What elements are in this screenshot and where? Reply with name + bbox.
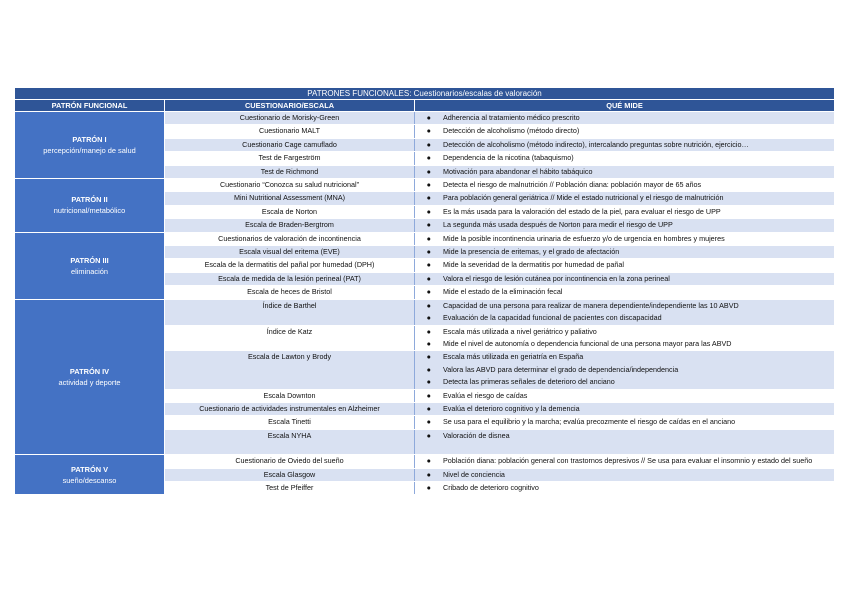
mide-cell (415, 166, 834, 178)
patron-name: PATRÓN III (70, 255, 109, 265)
table-row (165, 112, 834, 125)
table-row (165, 152, 834, 165)
table-row (165, 300, 834, 326)
table-title: PATRONES FUNCIONALES: Cuestionarios/escalas de valoración (15, 88, 834, 100)
bullet-icon: ● (426, 469, 431, 479)
cuestionario-cell: Cuestionario “Conozca su salud nutricional” (165, 179, 415, 191)
bullet-icon: ● (426, 430, 431, 440)
patron-description: nutricional/metabólico (53, 206, 126, 216)
mide-text: Evaluación de la capacidad funcional de pacientes con discapacidad (443, 313, 662, 323)
mide-item (415, 192, 834, 204)
mide-text: Detecta las primeras señales de deterioro del anciano (443, 377, 615, 387)
mide-text: Mide el estado de la eliminación fecal (443, 287, 563, 297)
bullet-icon: ● (426, 220, 431, 230)
bullet-icon: ● (426, 273, 431, 283)
patron-cell (15, 233, 165, 299)
mide-text: Se usa para el equilibrio y la marcha; evalúa precozmente el riesgo de caídas en el anciano (443, 417, 736, 427)
bullet-icon: ● (426, 300, 431, 310)
mide-item (415, 233, 834, 245)
bullet-icon: ● (426, 313, 431, 323)
cuestionario-cell: Índice de Barthel (165, 300, 415, 325)
mide-text: Valoración de disnea (443, 430, 510, 440)
header-patron: PATRÓN FUNCIONAL (15, 100, 165, 111)
mide-text: Detección de alcoholismo (método indirecto), intercalando preguntas sobre nutrición, ejercicio… (443, 139, 749, 149)
cuestionario-cell: Mini Nutritional Assessment (MNA) (165, 192, 415, 204)
mide-text: Evalúa el riesgo de caídas (443, 390, 528, 400)
table-row (165, 125, 834, 138)
patron-group (15, 112, 834, 179)
table-row (165, 192, 834, 205)
mide-cell (415, 219, 834, 231)
mide-item (415, 312, 834, 324)
bullet-icon: ● (426, 233, 431, 243)
bullet-icon: ● (426, 338, 431, 348)
patron-group (15, 455, 834, 495)
cuestionario-cell: Índice de Katz (165, 326, 415, 351)
cuestionario-cell: Escala Glasgow (165, 469, 415, 481)
mide-item (415, 219, 834, 231)
mide-cell (415, 403, 834, 415)
cuestionario-cell: Escala de medida de la lesión perineal (PAT) (165, 273, 415, 285)
mide-text: Detección de alcoholismo (método directo) (443, 126, 580, 136)
patron-description: actividad y deporte (58, 377, 121, 387)
mide-item (415, 139, 834, 151)
mide-text: La segunda más usada después de Norton para medir el riesgo de UPP (443, 220, 673, 230)
table-row (165, 166, 834, 178)
cuestionario-cell: Escala de Norton (165, 206, 415, 218)
bullet-icon: ● (426, 166, 431, 176)
mide-item (415, 390, 834, 402)
patron-cell (15, 300, 165, 454)
mide-item (415, 246, 834, 258)
mide-text: Adherencia al tratamiento médico prescrito (443, 113, 580, 122)
mide-item (415, 430, 834, 442)
mide-text: Escala más utilizada en geriatría en España (443, 352, 584, 362)
mide-item (415, 206, 834, 218)
mide-item (415, 326, 834, 338)
mide-text: Evalúa el deterioro cognitivo y la demencia (443, 403, 580, 413)
cuestionario-cell: Escala Tinetti (165, 416, 415, 428)
patron-cell (15, 112, 165, 178)
cuestionario-cell: Escala de Lawton y Brody (165, 351, 415, 388)
patron-group (15, 233, 834, 300)
mide-cell (415, 179, 834, 191)
mide-item (415, 403, 834, 415)
mide-item (415, 376, 834, 388)
table-row (165, 390, 834, 403)
mide-cell (415, 259, 834, 271)
bullet-icon: ● (426, 364, 431, 374)
bullet-icon: ● (426, 126, 431, 136)
bullet-icon: ● (426, 287, 431, 297)
mide-item (415, 300, 834, 312)
table-row (165, 259, 834, 272)
table-row (165, 219, 834, 231)
bullet-icon: ● (426, 260, 431, 270)
mide-text: Dependencia de la nicotina (tabaquismo) (443, 153, 574, 163)
mide-cell (415, 192, 834, 204)
mide-text: Cribado de deterioro cognitivo (443, 482, 539, 492)
mide-text: Mide la severidad de la dermatitis por humedad de pañal (443, 260, 624, 270)
table-body (15, 112, 834, 495)
table-row (165, 455, 834, 468)
mide-cell (415, 351, 834, 388)
mide-text: Mide el nivel de autonomía o dependencia funcional de una persona mayor para las ABVD (443, 338, 732, 348)
cuestionario-cell: Cuestionarios de valoración de incontinencia (165, 233, 415, 245)
table-row (165, 206, 834, 219)
mide-item (415, 125, 834, 137)
bullet-icon: ● (426, 456, 431, 466)
mide-item (415, 482, 834, 494)
table-row (165, 179, 834, 192)
mide-text: Nivel de conciencia (443, 469, 505, 479)
mide-cell (415, 416, 834, 428)
mide-item (415, 179, 834, 191)
bullet-icon: ● (426, 206, 431, 216)
cuestionario-cell: Test de Pfeiffer (165, 482, 415, 494)
cuestionario-cell: Test de Richmond (165, 166, 415, 178)
bullet-icon: ● (426, 417, 431, 427)
mide-text: Detecta el riesgo de malnutrición // Población diana: población mayor de 65 años (443, 180, 702, 190)
mide-item (415, 166, 834, 178)
patron-cell (15, 455, 165, 494)
mide-cell (415, 482, 834, 494)
mide-text: Valora el riesgo de lesión cutánea por incontinencia en la zona perineal (443, 273, 670, 283)
cuestionario-cell: Escala NYHA (165, 430, 415, 454)
table-row (165, 246, 834, 259)
mide-cell (415, 300, 834, 325)
bullet-icon: ● (426, 352, 431, 362)
table-row (165, 482, 834, 494)
mide-item (415, 416, 834, 428)
cuestionario-cell: Cuestionario de Oviedo del sueño (165, 455, 415, 467)
spacer (415, 442, 834, 454)
cuestionario-cell: Cuestionario MALT (165, 125, 415, 137)
mide-item (415, 351, 834, 363)
header-mide: QUÉ MIDE (606, 101, 643, 110)
table-row (165, 416, 834, 429)
mide-item (415, 455, 834, 467)
mide-cell (415, 125, 834, 137)
patron-description: eliminación (71, 266, 108, 276)
cuestionario-cell: Escala de Braden-Bergtrom (165, 219, 415, 231)
mide-text: Mide la posible incontinencia urinaria de esfuerzo y/o de urgencia en hombres y mujeres (443, 233, 725, 243)
cuestionario-cell: Cuestionario de Morisky-Green (165, 112, 415, 124)
patron-name: PATRÓN IV (69, 366, 110, 376)
table-row (165, 326, 834, 352)
mide-item (415, 152, 834, 164)
cuestionario-cell: Cuestionario de actividades instrumentales en Alzheimer (165, 403, 415, 415)
cuestionario-cell: Escala de heces de Bristol (165, 286, 415, 298)
cuestionario-cell: Escala de la dermatitis del pañal por humedad (DPH) (165, 259, 415, 271)
valoracion-table (15, 88, 834, 495)
bullet-icon: ● (426, 403, 431, 413)
table-header (15, 100, 834, 112)
patron-description: sueño/descanso (62, 475, 117, 485)
bullet-icon: ● (426, 193, 431, 203)
bullet-icon: ● (426, 390, 431, 400)
bullet-icon: ● (426, 326, 431, 336)
cuestionario-cell: Cuestionario Cage camuflado (165, 139, 415, 151)
mide-text: Valora las ABVD para determinar el grado de dependencia/independencia (443, 364, 679, 374)
mide-item (415, 273, 834, 285)
mide-cell (415, 246, 834, 258)
mide-text: Para población general geriátrica // Mide el estado nutricional y el riesgo de malnutrición (443, 193, 724, 203)
mide-item (415, 286, 834, 298)
bullet-icon: ● (426, 139, 431, 149)
table-row (165, 233, 834, 246)
table-row (165, 469, 834, 482)
mide-cell (415, 430, 834, 454)
patron-group (15, 300, 834, 455)
mide-cell (415, 152, 834, 164)
cuestionario-cell: Escala visual del eritema (EVE) (165, 246, 415, 258)
patron-name: PATRÓN II (71, 195, 108, 205)
mide-text: Es la más usada para la valoración del estado de la piel, para evaluar el riesgo de UPP (443, 206, 721, 216)
bullet-icon: ● (426, 247, 431, 257)
patron-description: percepción/manejo de salud (43, 146, 136, 156)
mide-text: Población diana: población general con trastornos depresivos // Se usa para evaluar el insomnio y estado del sueño (443, 456, 813, 466)
patron-name: PATRÓN V (70, 464, 109, 474)
mide-cell (415, 390, 834, 402)
mide-item (415, 112, 834, 124)
mide-cell (415, 112, 834, 124)
mide-item (415, 469, 834, 481)
bullet-icon: ● (426, 153, 431, 163)
bullet-icon: ● (426, 180, 431, 190)
table-row (165, 139, 834, 152)
cuestionario-cell: Test de Fargeström (165, 152, 415, 164)
mide-text: Motivación para abandonar el hábito tabáquico (443, 166, 593, 176)
mide-text: Mide la presencia de eritemas, y el grado de afectación (443, 247, 620, 257)
table-row (165, 430, 834, 454)
cuestionario-cell: Escala Downton (165, 390, 415, 402)
mide-cell (415, 206, 834, 218)
table-row (165, 351, 834, 389)
patron-group (15, 179, 834, 233)
table-row (165, 286, 834, 298)
table-row (165, 403, 834, 416)
mide-cell (415, 469, 834, 481)
bullet-icon: ● (426, 482, 431, 492)
mide-cell (415, 455, 834, 467)
mide-cell (415, 233, 834, 245)
patron-name: PATRÓN I (72, 135, 107, 145)
patron-cell (15, 179, 165, 232)
mide-cell (415, 326, 834, 351)
mide-cell (415, 286, 834, 298)
bullet-icon: ● (426, 377, 431, 387)
bullet-icon: ● (426, 113, 431, 122)
header-cuestionario: CUESTIONARIO/ESCALA (165, 100, 415, 111)
mide-item (415, 364, 834, 376)
mide-item (415, 259, 834, 271)
mide-cell (415, 273, 834, 285)
mide-text: Capacidad de una persona para realizar de manera dependiente/independiente las 10 ABVD (443, 300, 739, 310)
mide-text: Escala más utilizada a nivel geriátrico y paliativo (443, 326, 597, 336)
table-row (165, 273, 834, 286)
mide-item (415, 338, 834, 350)
mide-cell (415, 139, 834, 151)
